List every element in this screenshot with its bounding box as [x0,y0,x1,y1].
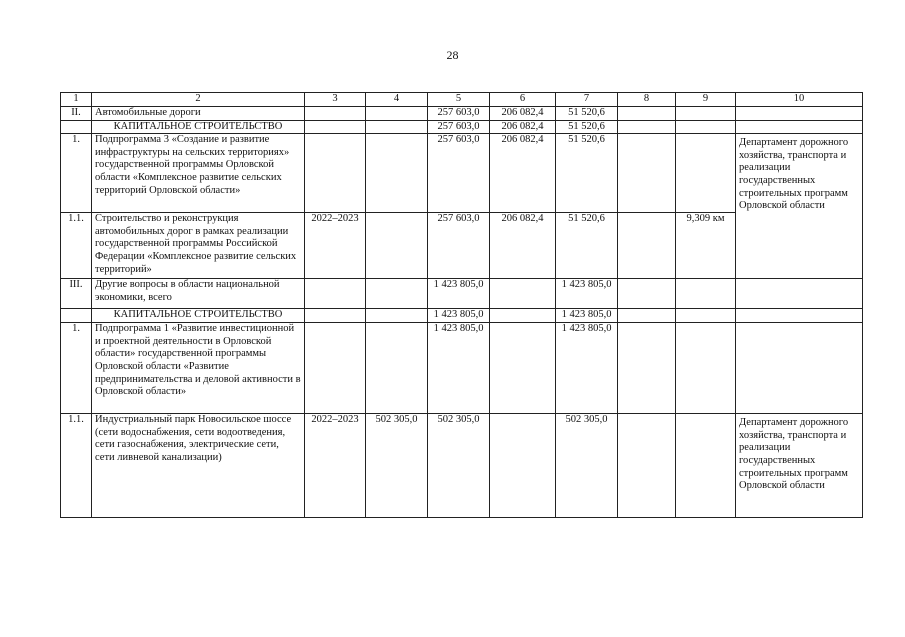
row-responsible: Департамент дорожного хозяйства, транспорта и реализации государственных строительных программ Орловской области [736,134,863,279]
row-col9 [676,279,736,309]
header-cell: 5 [428,93,490,107]
row-col8 [618,120,676,134]
row-col5: 1 423 805,0 [428,323,490,414]
row-responsible [736,107,863,121]
table-row [61,323,863,414]
row-col4 [366,120,428,134]
row-name: Строительство и реконструкция автомобильных дорог в рамках реализации государственной программы Российской Федерации «Комплексное развитие сельских территорий» [92,213,305,279]
budget-table [60,92,863,518]
row-col5: 257 603,0 [428,134,490,213]
row-col4 [366,134,428,213]
row-number: 1. [61,134,92,213]
row-number: 1.1. [61,414,92,518]
row-col5: 257 603,0 [428,120,490,134]
row-col7: 51 520,6 [556,134,618,213]
row-col9 [676,323,736,414]
header-cell: 9 [676,93,736,107]
header-cell: 3 [305,93,366,107]
row-responsible [736,309,863,323]
row-col7: 1 423 805,0 [556,309,618,323]
row-col9: 9,309 км [676,213,736,279]
row-col7: 1 423 805,0 [556,323,618,414]
row-col8 [618,309,676,323]
row-number [61,309,92,323]
row-col9 [676,414,736,518]
table-row [61,414,863,518]
row-period [305,323,366,414]
row-col6 [490,309,556,323]
row-col7: 502 305,0 [556,414,618,518]
row-number: 1.1. [61,213,92,279]
row-col4: 502 305,0 [366,414,428,518]
row-col5: 502 305,0 [428,414,490,518]
header-cell: 10 [736,93,863,107]
row-col9 [676,120,736,134]
table-row [61,107,863,121]
row-number: II. [61,107,92,121]
row-responsible [736,279,863,309]
row-number: III. [61,279,92,309]
row-col8 [618,279,676,309]
row-col7: 51 520,6 [556,120,618,134]
row-number: 1. [61,323,92,414]
row-responsible: Департамент дорожного хозяйства, транспорта и реализации государственных строительных программ Орловской области [736,414,863,518]
header-cell: 2 [92,93,305,107]
row-col6 [490,414,556,518]
row-col5: 257 603,0 [428,107,490,121]
row-col7: 51 520,6 [556,107,618,121]
row-col8 [618,107,676,121]
row-responsible [736,323,863,414]
row-period [305,309,366,323]
table-row [61,279,863,309]
row-col4 [366,323,428,414]
row-col6 [490,279,556,309]
row-period [305,120,366,134]
table-row [61,134,863,213]
header-cell: 7 [556,93,618,107]
row-col8 [618,134,676,213]
row-col8 [618,213,676,279]
row-col6: 206 082,4 [490,107,556,121]
row-period [305,134,366,213]
row-col4 [366,213,428,279]
row-col6: 206 082,4 [490,134,556,213]
row-col4 [366,279,428,309]
row-col5: 257 603,0 [428,213,490,279]
row-col9 [676,309,736,323]
row-col5: 1 423 805,0 [428,279,490,309]
header-cell: 6 [490,93,556,107]
row-period: 2022–2023 [305,414,366,518]
table-row [61,309,863,323]
row-name: КАПИТАЛЬНОЕ СТРОИТЕЛЬСТВО [92,120,305,134]
row-col9 [676,134,736,213]
row-name: КАПИТАЛЬНОЕ СТРОИТЕЛЬСТВО [92,309,305,323]
row-col7: 51 520,6 [556,213,618,279]
row-name: Другие вопросы в области национальной экономики, всего [92,279,305,309]
row-col8 [618,323,676,414]
row-col8 [618,414,676,518]
table-row [61,120,863,134]
row-period [305,107,366,121]
row-col7: 1 423 805,0 [556,279,618,309]
row-name: Индустриальный парк Новосильское шоссе (сети водоснабжения, сети водоотведения, сети газоснабжения, электрические сети, сети ливневой канализации) [92,414,305,518]
row-number [61,120,92,134]
row-name: Подпрограмма 1 «Развитие инвестиционной и проектной деятельности в Орловской области» государственной программы Орловской области «Развитие предпринимательства и деловой активности в Орловской области» [92,323,305,414]
row-name: Подпрограмма 3 «Создание и развитие инфраструктуры на сельских территориях» государственной программы Орловской области «Комплексное развитие сельских территорий Орловской области» [92,134,305,213]
row-period: 2022–2023 [305,213,366,279]
header-cell: 1 [61,93,92,107]
row-col9 [676,107,736,121]
row-period [305,279,366,309]
row-col5: 1 423 805,0 [428,309,490,323]
header-row [61,93,863,107]
row-col6 [490,323,556,414]
row-name: Автомобильные дороги [92,107,305,121]
row-col6: 206 082,4 [490,213,556,279]
header-cell: 8 [618,93,676,107]
page-number: 28 [446,48,459,62]
header-cell: 4 [366,93,428,107]
row-col4 [366,309,428,323]
row-responsible [736,120,863,134]
row-col4 [366,107,428,121]
row-col6: 206 082,4 [490,120,556,134]
